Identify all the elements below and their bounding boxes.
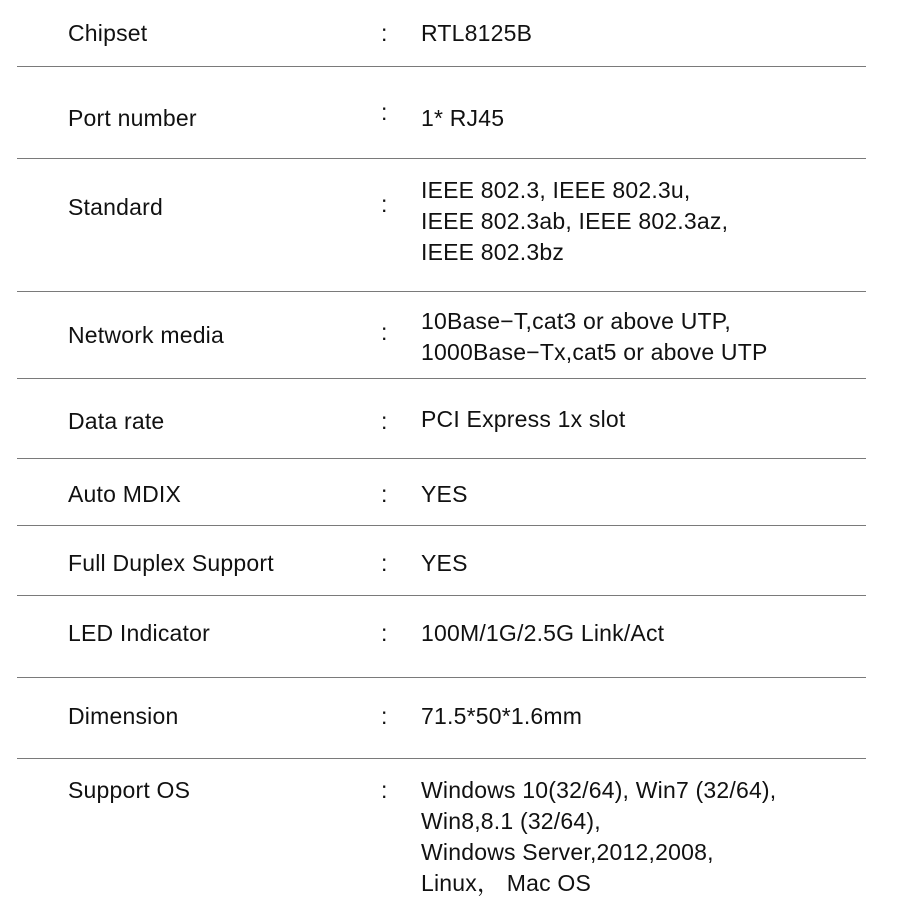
spec-colon: :	[381, 703, 388, 729]
row-divider	[17, 677, 866, 678]
spec-label: LED Indicator	[68, 620, 210, 646]
spec-value-line: Windows Server,2012,2008,	[421, 839, 714, 865]
spec-value-line: IEEE 802.3, IEEE 802.3u,	[421, 177, 691, 203]
spec-label: Full Duplex Support	[68, 550, 274, 576]
spec-value-line: Windows 10(32/64), Win7 (32/64),	[421, 777, 777, 803]
spec-label: Data rate	[68, 408, 165, 434]
row-divider	[17, 758, 866, 759]
spec-value-line: Linux， Mac OS	[421, 870, 592, 896]
spec-label: Port number	[68, 105, 197, 131]
spec-colon: :	[381, 20, 388, 46]
spec-label: Support OS	[68, 777, 191, 803]
row-divider	[17, 291, 866, 292]
row-divider	[17, 525, 866, 526]
spec-colon: :	[381, 550, 388, 576]
spec-value-line: 10Base−T,cat3 or above UTP,	[421, 308, 731, 334]
spec-colon: :	[381, 99, 388, 125]
spec-value	[421, 775, 776, 899]
spec-value-line: Win8,8.1 (32/64),	[421, 808, 601, 834]
spec-colon: :	[381, 777, 388, 803]
spec-value	[421, 618, 664, 649]
spec-value	[421, 701, 582, 732]
spec-colon: :	[381, 408, 388, 434]
row-divider	[17, 158, 866, 159]
spec-value-line: IEEE 802.3bz	[421, 239, 565, 265]
row-divider	[17, 595, 866, 596]
spec-label: Auto MDIX	[68, 481, 182, 507]
spec-value	[421, 18, 532, 49]
spec-value	[421, 103, 504, 134]
spec-colon: :	[381, 481, 388, 507]
spec-value	[421, 306, 768, 368]
spec-label: Network media	[68, 322, 224, 348]
spec-value-line: IEEE 802.3ab, IEEE 802.3az,	[421, 208, 729, 234]
spec-label: Standard	[68, 194, 163, 220]
spec-value	[421, 175, 728, 268]
spec-label: Dimension	[68, 703, 179, 729]
spec-value-line: 1* RJ45	[421, 105, 505, 131]
spec-value-line: YES	[421, 481, 468, 507]
spec-value	[421, 404, 625, 435]
spec-value-line: 1000Base−Tx,cat5 or above UTP	[421, 339, 768, 365]
row-divider	[17, 378, 866, 379]
row-divider	[17, 66, 866, 67]
spec-value	[421, 479, 468, 510]
row-divider	[17, 458, 866, 459]
spec-value-line: 100M/1G/2.5G Link/Act	[421, 620, 665, 646]
spec-label: Chipset	[68, 20, 148, 46]
spec-colon: :	[381, 319, 388, 345]
spec-value	[421, 548, 468, 579]
spec-colon: :	[381, 620, 388, 646]
spec-value-line: RTL8125B	[421, 20, 533, 46]
spec-value-line: YES	[421, 550, 468, 576]
spec-value-line: 71.5*50*1.6mm	[421, 703, 583, 729]
spec-value-line: PCI Express 1x slot	[421, 406, 626, 432]
spec-colon: :	[381, 191, 388, 217]
